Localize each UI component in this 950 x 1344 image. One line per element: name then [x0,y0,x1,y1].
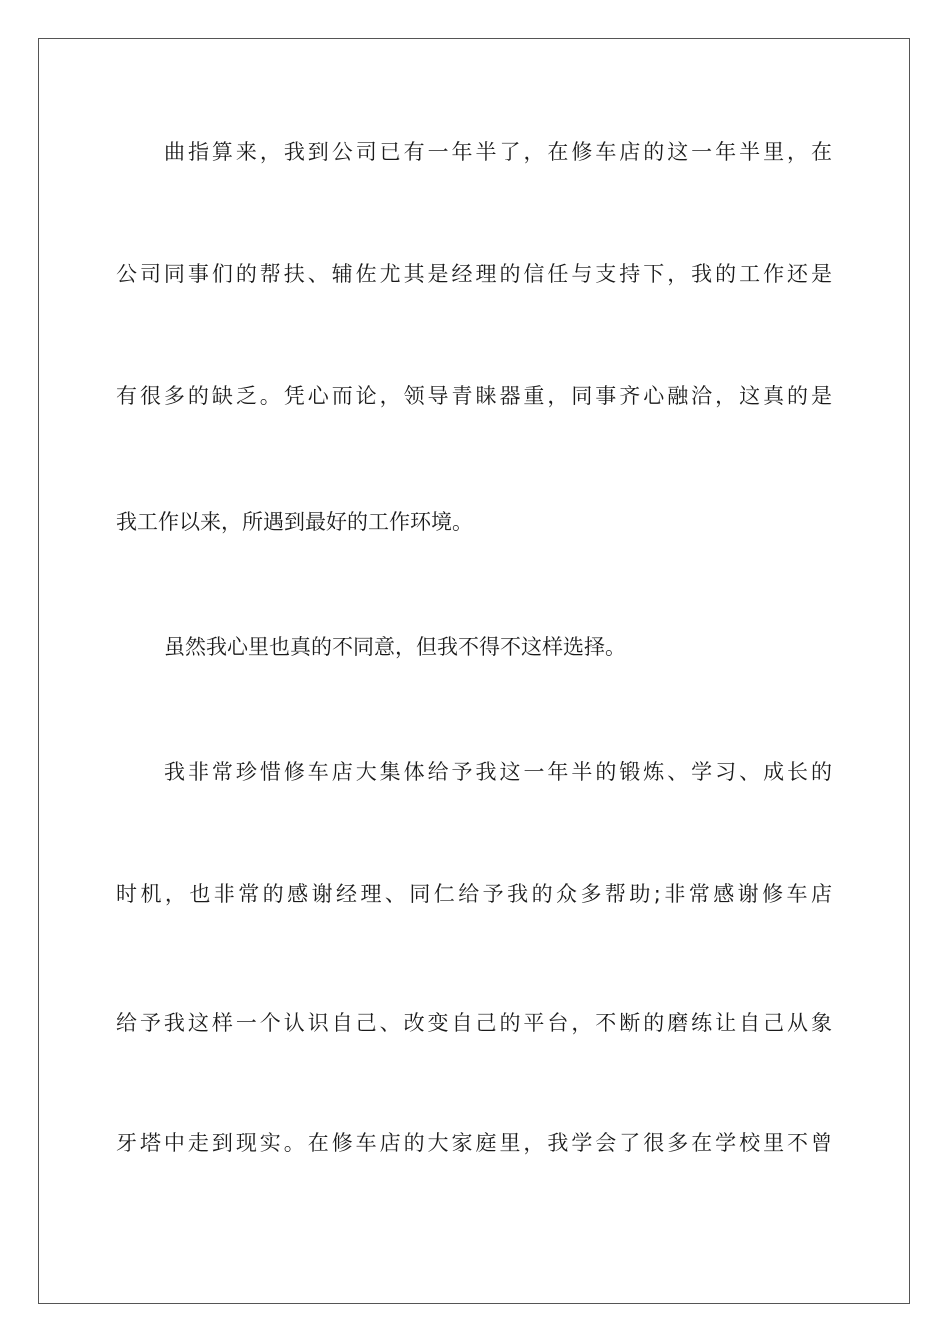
paragraph-1-line-2: 公司同事们的帮扶、辅佐尤其是经理的信任与支持下，我的工作还是 [116,262,832,286]
page-border [38,38,910,1304]
paragraph-1-line-3: 有很多的缺乏。凭心而论，领导青睐器重，同事齐心融洽，这真的是 [116,384,832,408]
paragraph-3-line-3: 给予我这样一个认识自己、改变自己的平台，不断的磨练让自己从象 [116,1011,832,1035]
paragraph-1-line-1: 曲指算来，我到公司已有一年半了，在修车店的这一年半里，在 [164,140,832,164]
paragraph-3-line-4: 牙塔中走到现实。在修车店的大家庭里，我学会了很多在学校里不曾 [116,1131,832,1155]
paragraph-3-line-2: 时机，也非常的感谢经理、同仁给予我的众多帮助;非常感谢修车店 [116,882,832,906]
paragraph-1-line-4: 我工作以来，所遇到最好的工作环境。 [116,510,473,534]
paragraph-2-line-1: 虽然我心里也真的不同意，但我不得不这样选择。 [164,635,626,659]
paragraph-3-line-1: 我非常珍惜修车店大集体给予我这一年半的锻炼、学习、成长的 [164,760,832,784]
